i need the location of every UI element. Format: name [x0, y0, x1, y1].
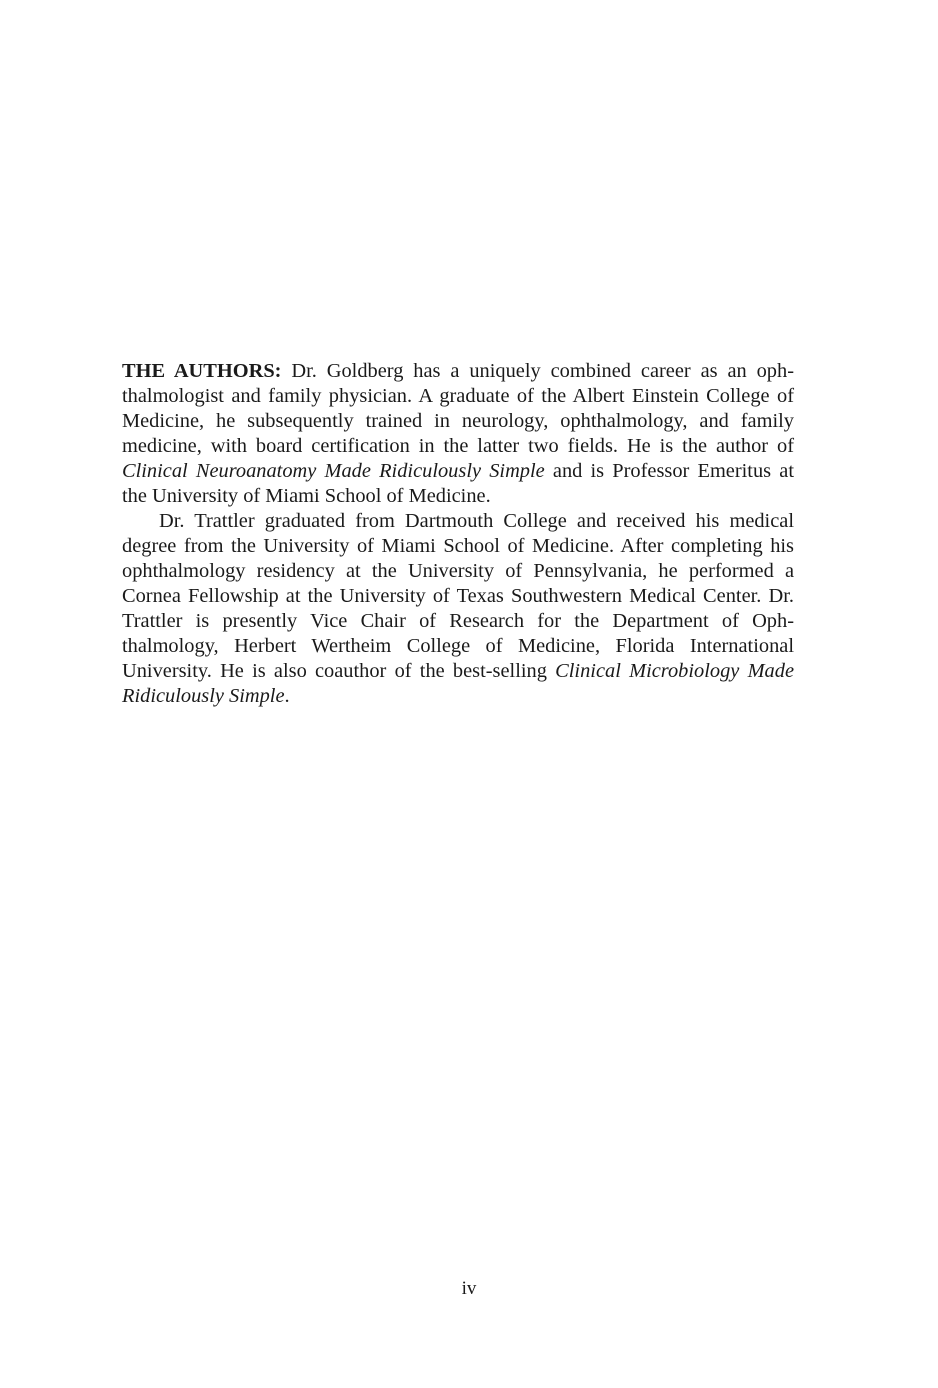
page-number: iv — [461, 1278, 477, 1299]
section-heading: THE AUTHORS: — [122, 360, 282, 382]
authors-paragraph-goldberg — [122, 359, 794, 509]
paragraph-text: Dr. Trattler graduated from Dartmouth College and received his medical degree from the University of Miami School of Medicine. After completing his ophthalmology residency at the University of Pennsylvania, he performed a Cornea Fellowship at the University of Texas Southwestern Medical Center. Dr. Trattler is presently Vice Chair of Research for the Department of Ophthalmology, Herbert Wertheim College of Medicine, Florida International University. He is also coauthor of the best-selling — [122, 510, 794, 682]
authors-paragraph-trattler — [122, 509, 794, 709]
paragraph-text: . — [284, 685, 290, 707]
authors-section — [122, 359, 794, 709]
paragraph-text: Dr. Goldberg has a uniquely combined career as an ophthalmologist and family physician. A graduate of the Albert Einstein College of Medicine, he subsequently trained in neurology, ophthalmology, and family medicine, with board certification in the latter two fields. He is the author of — [122, 360, 794, 457]
book-title: Clinical Microbiology Made Ridiculously Simple — [122, 660, 794, 707]
book-title: Clinical Neuroanatomy Made Ridiculously Simple — [122, 460, 545, 482]
paragraph-text: and is Professor Emeritus at the University of Miami School of Medicine. — [122, 460, 794, 507]
